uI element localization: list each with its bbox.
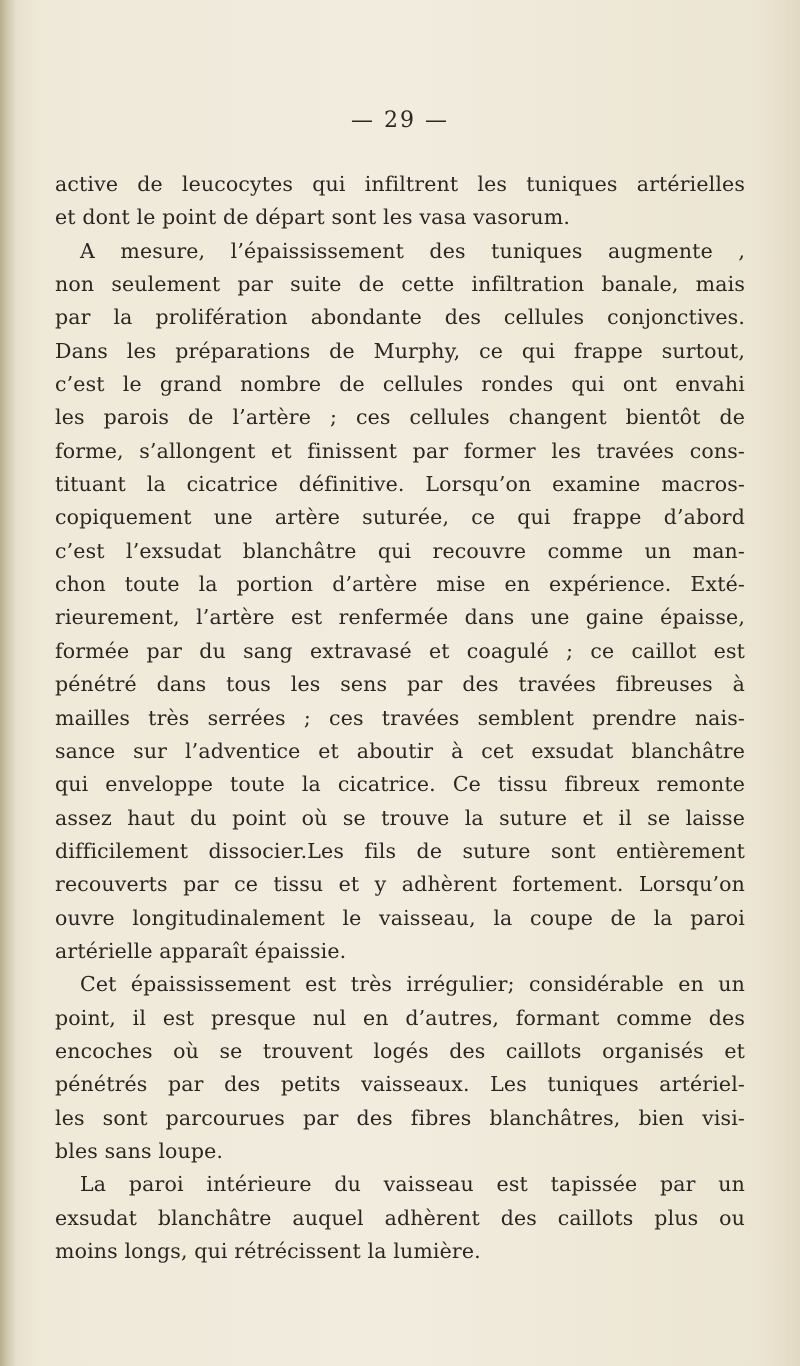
text-line: sance sur l’adventice et aboutir à cet exsudat blanchâtre <box>55 738 745 763</box>
text-line: point, il est presque nul en d’autres, formant comme des <box>55 1005 745 1030</box>
text-line: tituant la cicatrice définitive. Lorsqu’on examine macros- <box>55 472 745 497</box>
page-number: — 29 — <box>351 108 449 133</box>
text-line: par la prolifération abondante des cellules conjonctives. <box>55 305 745 330</box>
text-line: active de leucocytes qui infiltrent les tuniques artérielles <box>55 172 745 196</box>
text-line: mailles très serrées ; ces travées semblent prendre nais- <box>55 705 745 730</box>
text-line: et dont le point de départ sont les vasa vasorum. <box>55 205 570 230</box>
text-line: A mesure, l’épaississement des tuniques augmente , <box>80 238 745 263</box>
text-line: formée par du sang extravasé et coagulé ; ce caillot est <box>55 638 745 663</box>
text-line: qui enveloppe toute la cicatrice. Ce tissu fibreux remonte <box>55 772 745 797</box>
text-line: ouvre longitudinalement le vaisseau, la coupe de la paroi <box>55 905 745 930</box>
text-line: c’est l’exsudat blanchâtre qui recouvre comme un man- <box>55 538 745 563</box>
text-line: forme, s’allongent et finissent par former les travées cons- <box>55 438 745 463</box>
body-text <box>55 168 745 1268</box>
text-line: pénétré dans tous les sens par des travées fibreuses à <box>55 672 745 697</box>
text-line: c’est le grand nombre de cellules rondes qui ont envahi <box>55 372 745 397</box>
text-line: copiquement une artère suturée, ce qui frappe d’abord <box>55 505 745 530</box>
text-line: artérielle apparaît épaissie. <box>55 938 347 963</box>
text-line: La paroi intérieure du vaisseau est tapissée par un <box>80 1172 745 1197</box>
text-line: pénétrés par des petits vaisseaux. Les tuniques artériel- <box>55 1072 745 1097</box>
text-line: difficilement dissocier.Les fils de suture sont entièrement <box>55 838 745 863</box>
text-line: rieurement, l’artère est renfermée dans une gaine épaisse, <box>55 605 745 630</box>
text-line: assez haut du point où se trouve la suture et il se laisse <box>55 805 745 830</box>
text-line: moins longs, qui rétrécissent la lumière. <box>55 1239 481 1263</box>
text-line: exsudat blanchâtre auquel adhèrent des caillots plus ou <box>55 1205 745 1230</box>
text-line: Dans les préparations de Murphy, ce qui frappe surtout, <box>55 338 745 363</box>
text-line: Cet épaississement est très irrégulier; considérable en un <box>80 972 745 997</box>
text-line: non seulement par suite de cette infiltration banale, mais <box>55 272 745 297</box>
page-spine-shadow <box>0 0 16 1366</box>
text-line: bles sans loupe. <box>55 1138 224 1163</box>
text-line: encoches où se trouvent logés des caillots organisés et <box>55 1038 745 1063</box>
text-line: les parois de l’artère ; ces cellules changent bientôt de <box>55 405 745 430</box>
text-line: chon toute la portion d’artère mise en expérience. Exté- <box>55 572 745 597</box>
text-line: les sont parcourues par des fibres blanchâtres, bien visi- <box>55 1105 745 1130</box>
text-line: recouverts par ce tissu et y adhèrent fortement. Lorsqu’on <box>55 872 745 897</box>
